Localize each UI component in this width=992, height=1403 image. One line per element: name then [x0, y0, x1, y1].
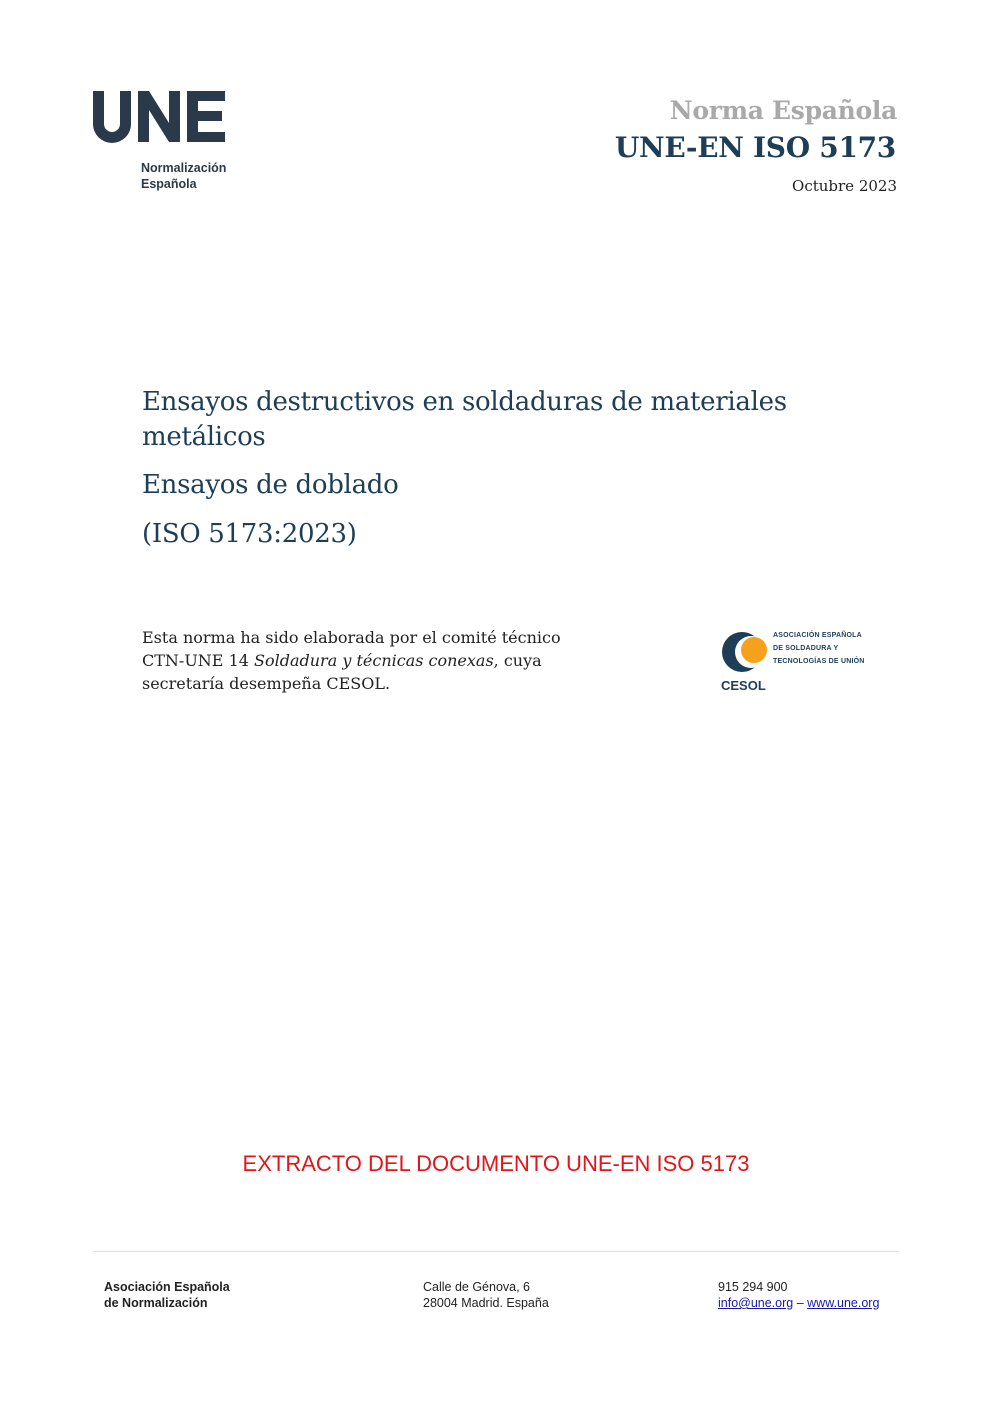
cesol-assoc-line1: ASOCIACIÓN ESPAÑOLA [773, 632, 862, 639]
committee-line1: Esta norma ha sido elaborada por el comité técnico [142, 628, 561, 647]
footer-contact [718, 1279, 879, 1311]
une-logo [92, 88, 252, 198]
une-logo-mark [92, 88, 232, 146]
une-logo-subtitle-line1: Normalización [141, 161, 227, 175]
committee-name: Soldadura y técnicas conexas [254, 651, 494, 670]
footer-org-line2: de Normalización [104, 1296, 208, 1310]
footer-phone: 915 294 900 [718, 1280, 788, 1294]
committee-line3: secretaría desempeña CESOL. [142, 674, 391, 693]
footer-address-line2: 28004 Madrid. España [423, 1296, 549, 1310]
document-title-line2: metálicos [142, 422, 266, 452]
website-link[interactable]: www.une.org [807, 1296, 880, 1310]
footer-address [423, 1279, 549, 1311]
cesol-crescent-icon [720, 628, 772, 678]
norma-label: Norma Española [669, 96, 897, 125]
committee-code: CTN-UNE 14 [142, 651, 255, 670]
cesol-assoc-line3: TECNOLOGÍAS DE UNIÓN [773, 658, 865, 665]
footer-org-line1: Asociación Española [104, 1280, 230, 1294]
footer-organization [104, 1279, 230, 1311]
committee-statement [142, 626, 622, 695]
cesol-name: CESOL [721, 678, 766, 693]
committee-line2-suffix: , cuya [493, 651, 542, 670]
footer-link-separator: – [793, 1296, 808, 1310]
norma-date: Octubre 2023 [792, 177, 897, 195]
email-link[interactable]: info@une.org [718, 1296, 794, 1310]
une-logo-subtitle-line2: Española [141, 177, 197, 191]
document-title-line1: Ensayos destructivos en soldaduras de materiales [142, 387, 787, 417]
footer-divider [93, 1251, 899, 1252]
extract-notice: EXTRACTO DEL DOCUMENTO UNE-EN ISO 5173 [242, 1151, 750, 1176]
iso-reference: (ISO 5173:2023) [142, 519, 357, 549]
footer-address-line1: Calle de Génova, 6 [423, 1280, 531, 1294]
committee-line2 [142, 649, 622, 672]
footer-links [718, 1295, 879, 1311]
document-subtitle: Ensayos de doblado [142, 470, 399, 500]
norma-code: UNE-EN ISO 5173 [614, 131, 896, 164]
cesol-logo [720, 628, 870, 698]
cesol-assoc-line2: DE SOLDADURA Y [773, 645, 839, 652]
